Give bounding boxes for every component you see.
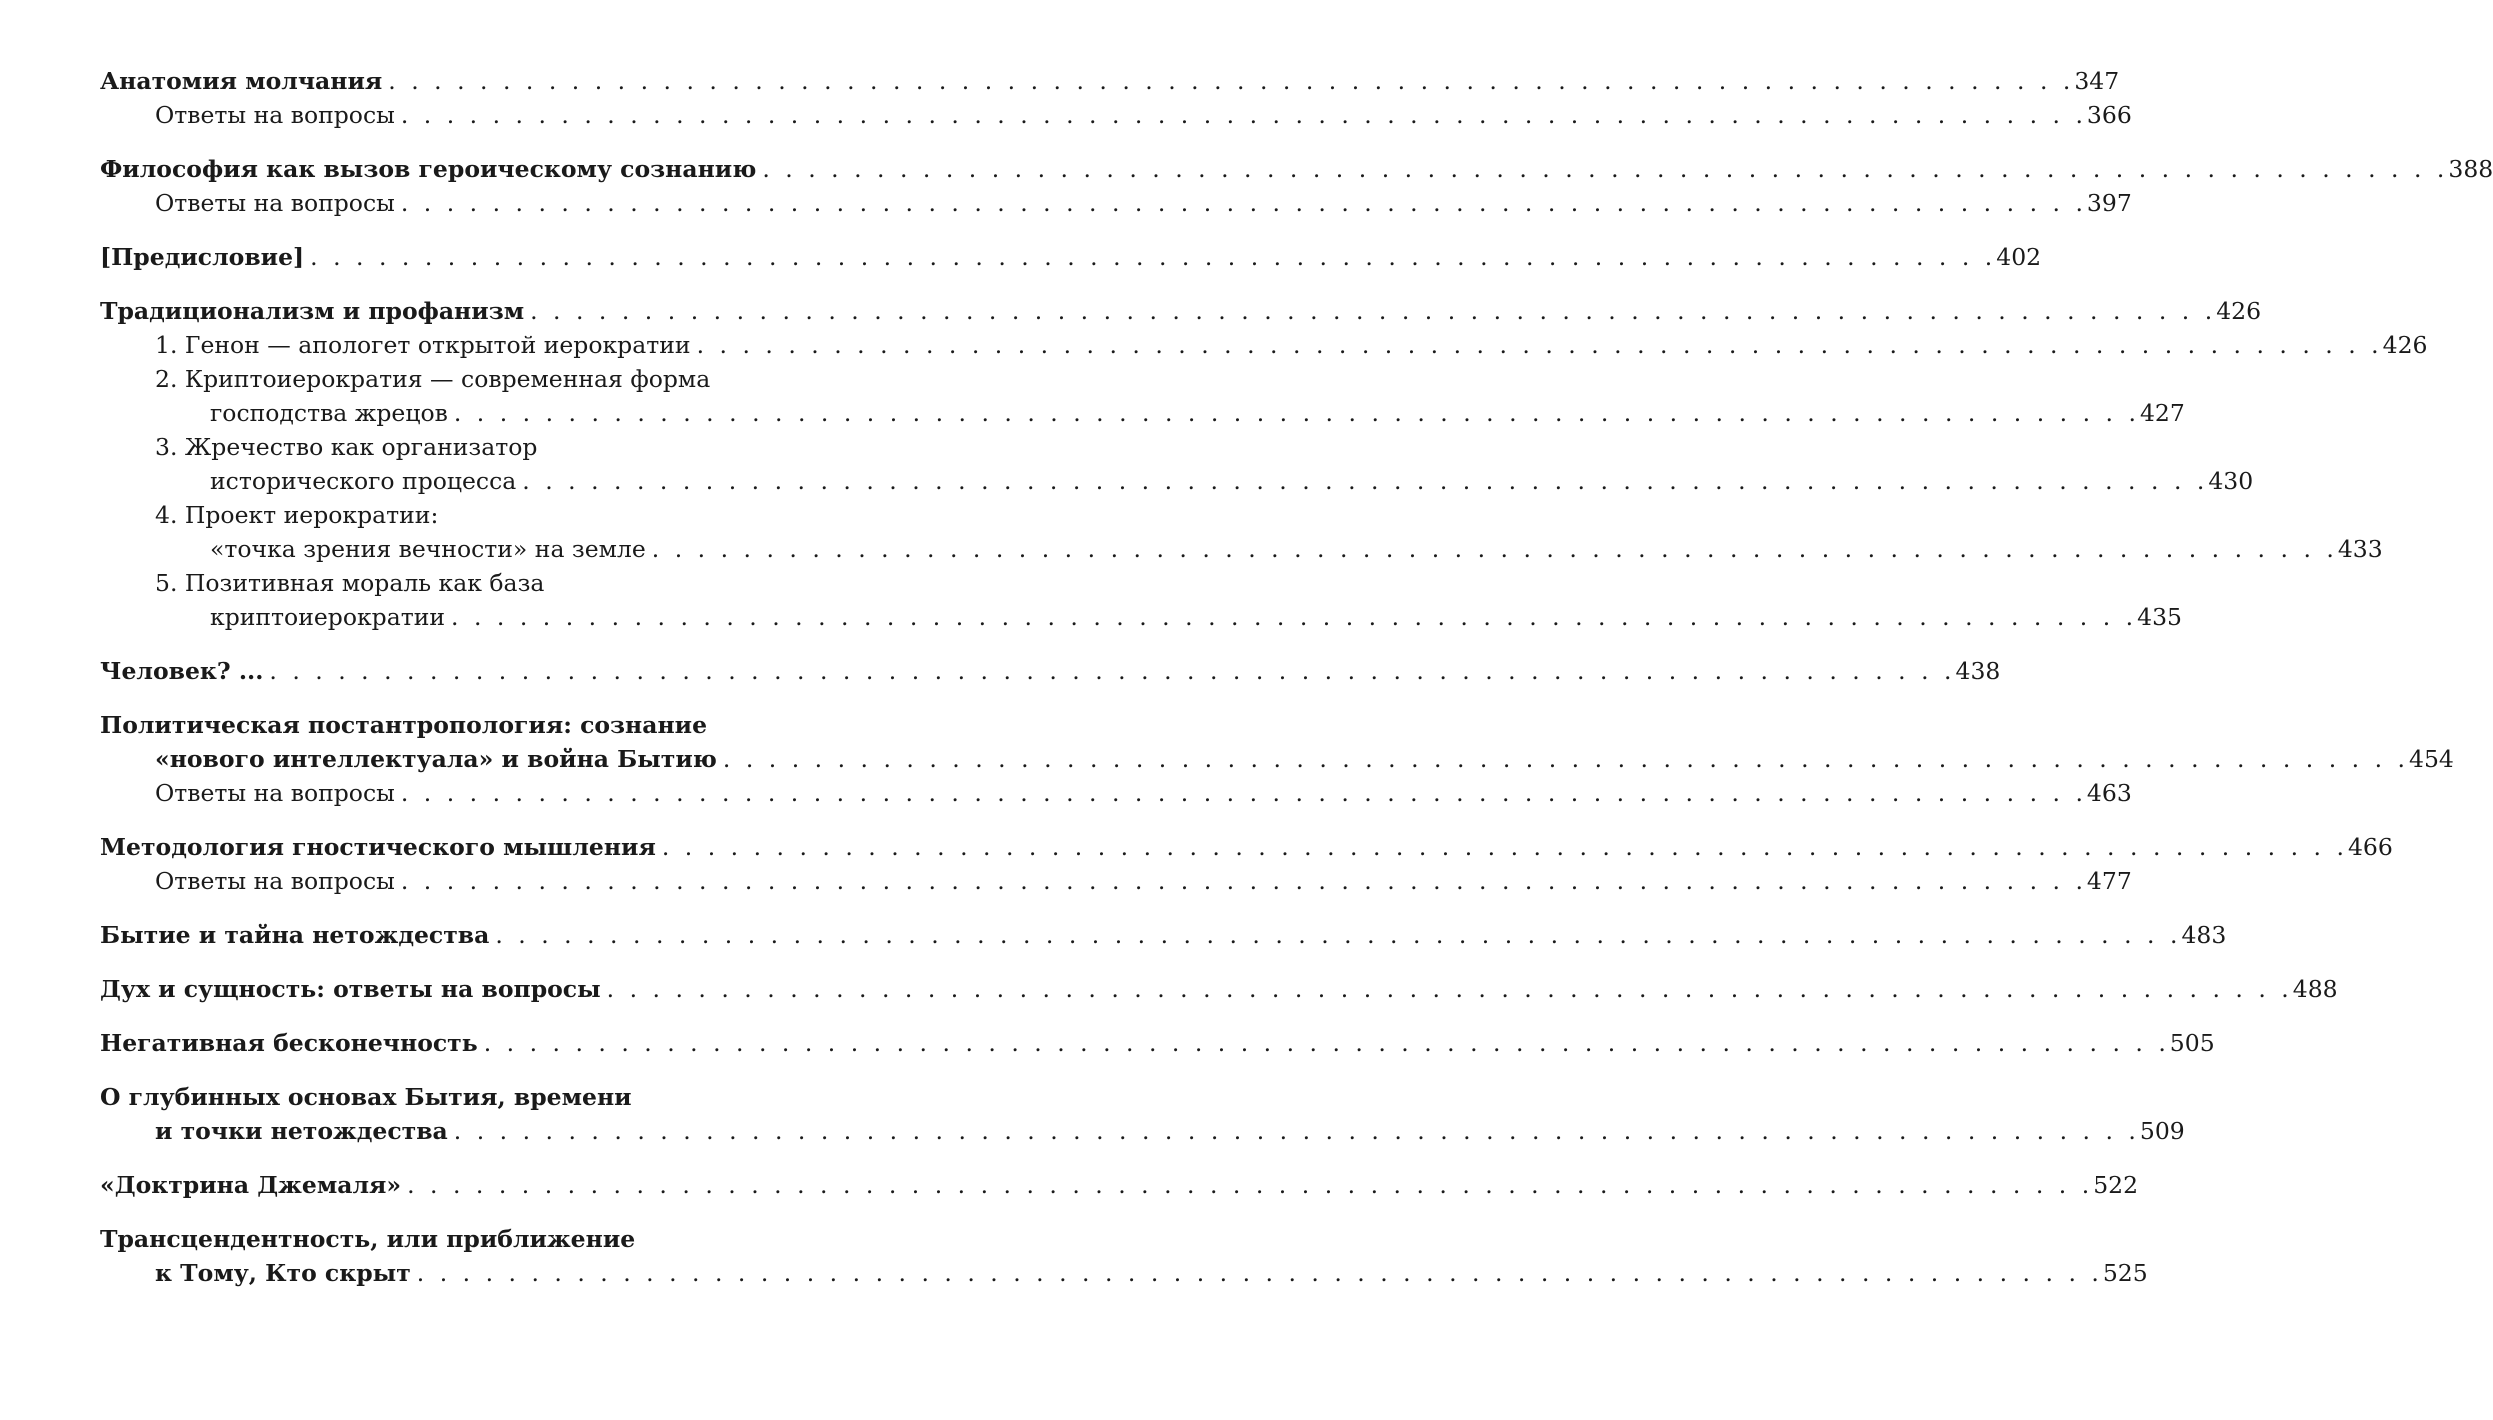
toc-entry bbox=[100, 1168, 2139, 1202]
toc-entry-title: 4. Проект иерократии: bbox=[155, 501, 439, 529]
toc-entry-page-number: 525 bbox=[2102, 1259, 2148, 1287]
dot-leader: . . . . . . . . . . . . . . . . . . . . . . . . . . . . . . . . . . . . . . . . . . . . . . . . . . . . . . . . . . . . . . . . . . . . . . . . . . bbox=[269, 657, 1956, 685]
toc-entry bbox=[100, 464, 2254, 498]
toc-entry bbox=[100, 152, 2493, 186]
dot-leader: . . . . . . . . . . . . . . . . . . . . . . . . . . . . . . . . . . . . . . . . . . . . . . . . . . . . . . . . . . . . . . . . . . . . . . . . . . bbox=[416, 1259, 2103, 1287]
dot-leader: . . . . . . . . . . . . . . . . . . . . . . . . . . . . . . . . . . . . . . . . . . . . . . . . . . . . . . . . . . . . . . . . . . . . . . . . . . bbox=[407, 1171, 2094, 1199]
toc-entry-page-number: 435 bbox=[2137, 603, 2182, 631]
dot-leader: . . . . . . . . . . . . . . . . . . . . . . . . . . . . . . . . . . . . . . . . . . . . . . . . . . . . . . . . . . . . . . . . . . . . . . . . . . bbox=[483, 1029, 2170, 1057]
toc-entry-page-number: 426 bbox=[2216, 297, 2262, 325]
toc-entry-title: Трансцендентность, или приближение bbox=[100, 1225, 636, 1253]
toc-entry-title: Ответы на вопросы bbox=[155, 779, 395, 807]
toc-entry bbox=[100, 396, 2185, 430]
dot-leader: . . . . . . . . . . . . . . . . . . . . . . . . . . . . . . . . . . . . . . . . . . . . . . . . . . . . . . . . . . . . . . . . . . . . . . . . . . bbox=[661, 833, 2348, 861]
toc-entry bbox=[100, 98, 2132, 132]
toc-entry bbox=[100, 864, 2132, 898]
toc-entry bbox=[100, 918, 2227, 952]
toc-entry bbox=[100, 972, 2338, 1006]
dot-leader: . . . . . . . . . . . . . . . . . . . . . . . . . . . . . . . . . . . . . . . . . . . . . . . . . . . . . . . . . . . . . . . . . . . . . . . . . . bbox=[400, 779, 2087, 807]
toc-entry bbox=[100, 240, 2042, 274]
toc-entry-page-number: 509 bbox=[2139, 1117, 2185, 1145]
toc-entry bbox=[100, 186, 2132, 220]
dot-leader: . . . . . . . . . . . . . . . . . . . . . . . . . . . . . . . . . . . . . . . . . . . . . . . . . . . . . . . . . . . . . . . . . . . . . . . . . . bbox=[453, 1117, 2140, 1145]
toc-entry-page-number: 463 bbox=[2086, 779, 2132, 807]
dot-leader: . . . . . . . . . . . . . . . . . . . . . . . . . . . . . . . . . . . . . . . . . . . . . . . . . . . . . . . . . . . . . . . . . . . . . . . . . . bbox=[495, 921, 2182, 949]
toc-entry-title: к Тому, Кто скрыт bbox=[155, 1259, 411, 1287]
toc-entry-page-number: 430 bbox=[2208, 467, 2254, 495]
toc-entry bbox=[100, 600, 2182, 634]
toc-entry-page-number: 522 bbox=[2093, 1171, 2139, 1199]
toc-entry-title: Анатомия молчания bbox=[100, 67, 383, 95]
toc-entry-page-number: 366 bbox=[2086, 101, 2132, 129]
toc-entry bbox=[100, 776, 2132, 810]
toc-entry-page-number: 488 bbox=[2292, 975, 2338, 1003]
toc-entry-title: Философия как вызов героическому сознанию bbox=[100, 155, 757, 183]
toc-entry-page-number: 402 bbox=[1996, 243, 2042, 271]
dot-leader: . . . . . . . . . . . . . . . . . . . . . . . . . . . . . . . . . . . . . . . . . . . . . . . . . . . . . . . . . . . . . . . . . . . . . . . . . . bbox=[722, 745, 2409, 773]
toc-entry-title: [Предисловие] bbox=[100, 243, 305, 271]
toc-entry-title: 5. Позитивная мораль как база bbox=[155, 569, 545, 597]
toc-entry-page-number: 426 bbox=[2382, 331, 2428, 359]
toc-entry-page-number: 466 bbox=[2347, 833, 2393, 861]
toc-entry-page-number: 438 bbox=[1955, 657, 2001, 685]
toc-entry-title: «точка зрения вечности» на земле bbox=[210, 535, 646, 563]
toc-entry-page-number: 454 bbox=[2409, 745, 2454, 773]
toc-entry bbox=[100, 654, 2001, 688]
toc-entry-title: Ответы на вопросы bbox=[155, 867, 395, 895]
dot-leader: . . . . . . . . . . . . . . . . . . . . . . . . . . . . . . . . . . . . . . . . . . . . . . . . . . . . . . . . . . . . . . . . . . . . . . . . . . bbox=[400, 101, 2087, 129]
toc-entry bbox=[100, 708, 800, 742]
toc-entry-page-number: 433 bbox=[2337, 535, 2383, 563]
toc-entry-title: исторического процесса bbox=[210, 467, 517, 495]
toc-entry-title: 1. Генон — апологет открытой иерократии bbox=[155, 331, 691, 359]
toc-entry bbox=[100, 566, 800, 600]
toc-entry bbox=[100, 1114, 2185, 1148]
toc-entry-title: Методология гностического мышления bbox=[100, 833, 656, 861]
dot-leader: . . . . . . . . . . . . . . . . . . . . . . . . . . . . . . . . . . . . . . . . . . . . . . . . . . . . . . . . . . . . . . . . . . . . . . . . . . bbox=[451, 603, 2138, 631]
toc-entry bbox=[100, 362, 800, 396]
toc-entry bbox=[100, 1026, 2215, 1060]
toc-entry bbox=[100, 1080, 800, 1114]
toc-entry bbox=[100, 1222, 800, 1256]
toc-entry bbox=[100, 430, 800, 464]
toc-entry-title: господства жрецов bbox=[210, 399, 448, 427]
dot-leader: . . . . . . . . . . . . . . . . . . . . . . . . . . . . . . . . . . . . . . . . . . . . . . . . . . . . . . . . . . . . . . . . . . . . . . . . . . bbox=[453, 399, 2140, 427]
toc-entry-page-number: 347 bbox=[2074, 67, 2120, 95]
dot-leader: . . . . . . . . . . . . . . . . . . . . . . . . . . . . . . . . . . . . . . . . . . . . . . . . . . . . . . . . . . . . . . . . . . . . . . . . . . bbox=[696, 331, 2383, 359]
toc-entry bbox=[100, 830, 2393, 864]
dot-leader: . . . . . . . . . . . . . . . . . . . . . . . . . . . . . . . . . . . . . . . . . . . . . . . . . . . . . . . . . . . . . . . . . . . . . . . . . . bbox=[606, 975, 2293, 1003]
toc-entry-title: Традиционализм и профанизм bbox=[100, 297, 525, 325]
toc-entry-page-number: 477 bbox=[2086, 867, 2132, 895]
toc-entry-title: Человек? ... bbox=[100, 657, 264, 685]
toc-entry-page-number: 483 bbox=[2181, 921, 2227, 949]
toc-entry-title: Ответы на вопросы bbox=[155, 189, 395, 217]
toc-entry-title: Негативная бесконечность bbox=[100, 1029, 478, 1057]
dot-leader: . . . . . . . . . . . . . . . . . . . . . . . . . . . . . . . . . . . . . . . . . . . . . . . . . . . . . . . . . . . . . . . . . . . . . . . . . . bbox=[400, 189, 2087, 217]
toc-entry bbox=[100, 742, 2454, 776]
dot-leader: . . . . . . . . . . . . . . . . . . . . . . . . . . . . . . . . . . . . . . . . . . . . . . . . . . . . . . . . . . . . . . . . . . . . . . . . . . bbox=[310, 243, 1997, 271]
toc-entry bbox=[100, 328, 2428, 362]
toc-entry-page-number: 397 bbox=[2086, 189, 2132, 217]
dot-leader: . . . . . . . . . . . . . . . . . . . . . . . . . . . . . . . . . . . . . . . . . . . . . . . . . . . . . . . . . . . . . . . . . . . . . . . . . . bbox=[530, 297, 2217, 325]
toc-entry-page-number: 427 bbox=[2139, 399, 2185, 427]
dot-leader: . . . . . . . . . . . . . . . . . . . . . . . . . . . . . . . . . . . . . . . . . . . . . . . . . . . . . . . . . . . . . . . . . . . . . . . . . . bbox=[651, 535, 2338, 563]
toc-entry bbox=[100, 1256, 2148, 1290]
toc-entry bbox=[100, 498, 800, 532]
toc-entry-title: «нового интеллектуала» и война Бытию bbox=[155, 745, 717, 773]
toc-entry-title: 3. Жречество как организатор bbox=[155, 433, 538, 461]
toc-entry-title: Ответы на вопросы bbox=[155, 101, 395, 129]
toc-entry-title: О глубинных основах Бытия, времени bbox=[100, 1083, 632, 1111]
dot-leader: . . . . . . . . . . . . . . . . . . . . . . . . . . . . . . . . . . . . . . . . . . . . . . . . . . . . . . . . . . . . . . . . . . . . . . . . . . bbox=[388, 67, 2075, 95]
table-of-contents bbox=[100, 64, 2493, 1290]
toc-entry-title: Политическая постантропология: сознание bbox=[100, 711, 708, 739]
toc-entry-page-number: 388 bbox=[2448, 155, 2493, 183]
toc-entry bbox=[100, 64, 2120, 98]
toc-entry-title: и точки нетождества bbox=[155, 1117, 448, 1145]
toc-entry-page-number: 505 bbox=[2169, 1029, 2215, 1057]
toc-entry-title: Дух и сущность: ответы на вопросы bbox=[100, 975, 601, 1003]
dot-leader: . . . . . . . . . . . . . . . . . . . . . . . . . . . . . . . . . . . . . . . . . . . . . . . . . . . . . . . . . . . . . . . . . . . . . . . . . . bbox=[762, 155, 2449, 183]
dot-leader: . . . . . . . . . . . . . . . . . . . . . . . . . . . . . . . . . . . . . . . . . . . . . . . . . . . . . . . . . . . . . . . . . . . . . . . . . . bbox=[522, 467, 2209, 495]
toc-entry bbox=[100, 294, 2262, 328]
toc-entry-title: Бытие и тайна нетождества bbox=[100, 921, 490, 949]
toc-entry bbox=[100, 532, 2383, 566]
toc-entry-title: «Доктрина Джемаля» bbox=[100, 1171, 402, 1199]
dot-leader: . . . . . . . . . . . . . . . . . . . . . . . . . . . . . . . . . . . . . . . . . . . . . . . . . . . . . . . . . . . . . . . . . . . . . . . . . . bbox=[400, 867, 2087, 895]
toc-entry-title: 2. Криптоиерократия — современная форма bbox=[155, 365, 711, 393]
toc-entry-title: криптоиерократии bbox=[210, 603, 446, 631]
